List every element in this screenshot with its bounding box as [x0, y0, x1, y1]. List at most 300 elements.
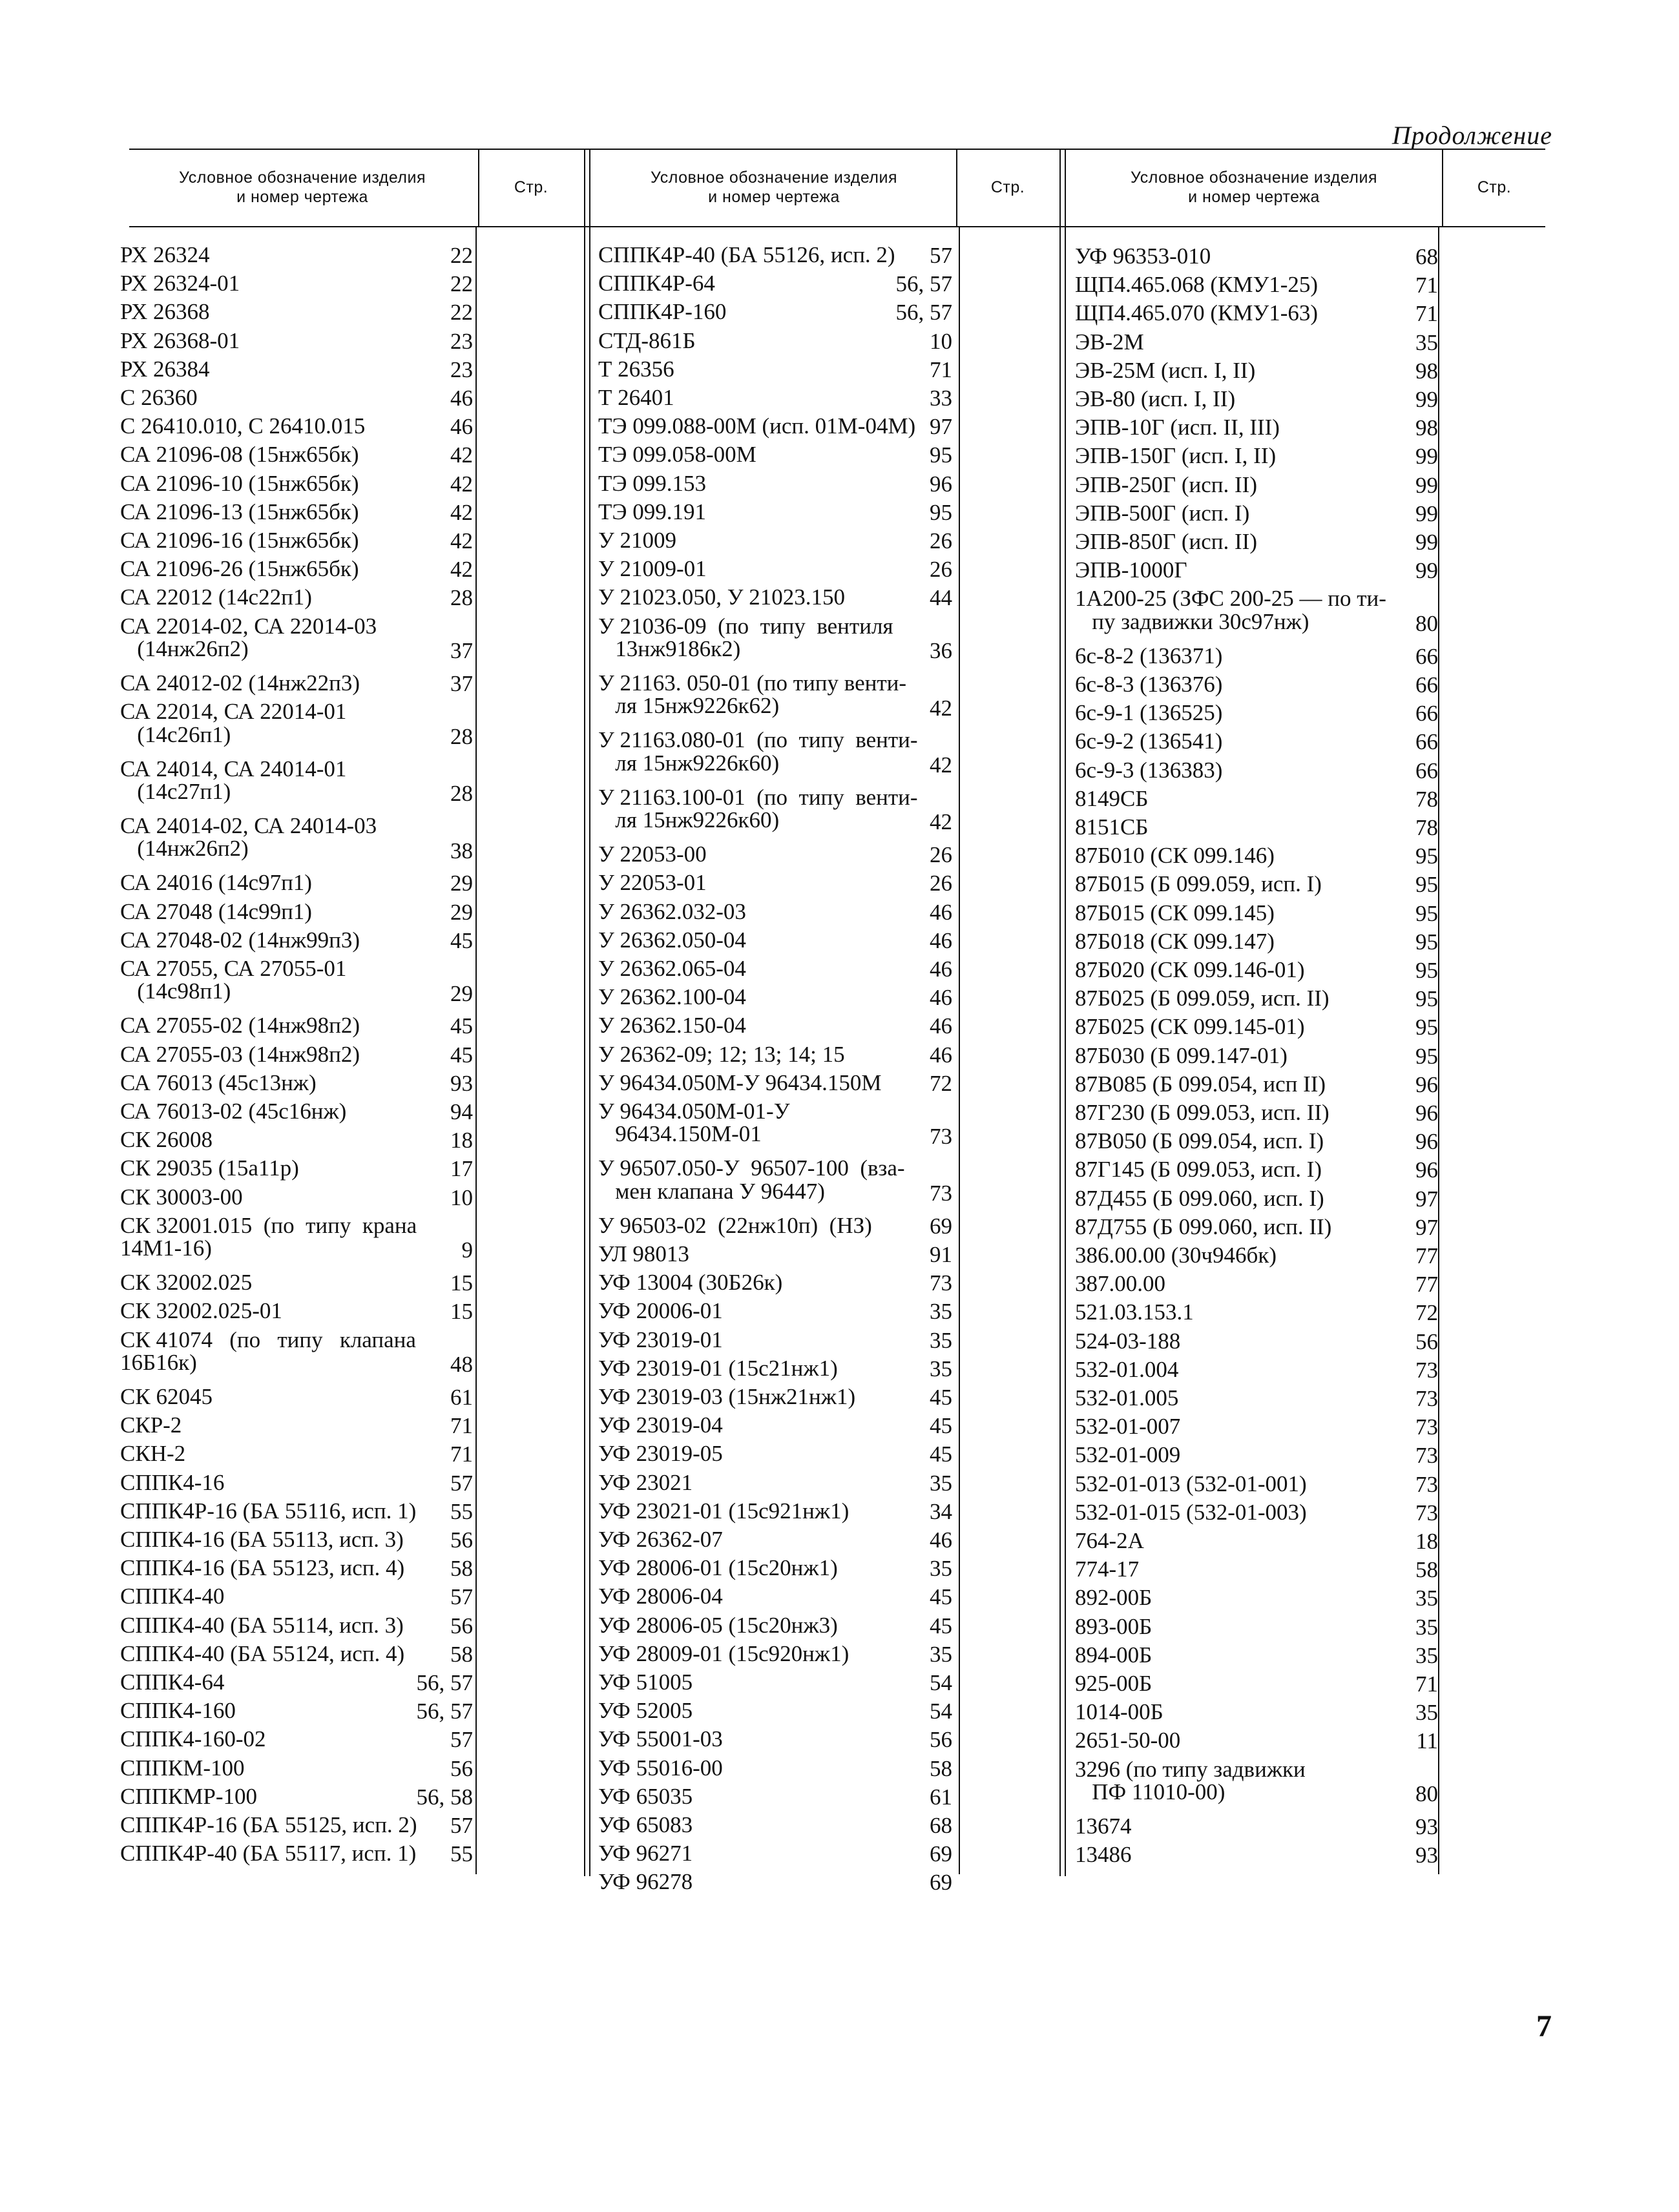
entry-designation: СППКМ-100 — [120, 1755, 245, 1781]
entry-designation: СК 62045 — [120, 1384, 213, 1409]
entry-designation: СППК4-16 — [120, 1469, 225, 1495]
entry-designation: СК 30003-00 — [120, 1184, 243, 1210]
entry-page: 98 — [1415, 415, 1438, 441]
entry-page: 56 — [450, 1755, 473, 1781]
entry-designation: У 21163.100-01 (по типу венти- ля 15нж9226к60) — [598, 784, 918, 833]
entry-designation: 87В050 (Б 099.054, исп. I) — [1075, 1128, 1324, 1154]
entry-designation: УФ 28006-04 — [598, 1584, 723, 1609]
entry-designation: 893-00Б — [1075, 1613, 1152, 1639]
entry-designation: СППК4Р-16 (БА 55125, исп. 2) — [120, 1812, 417, 1837]
entry-page: 57 — [450, 1813, 473, 1838]
entry-designation: У 26362.032-03 — [598, 898, 746, 924]
entry-designation: 87Д455 (Б 099.060, исп. I) — [1075, 1185, 1324, 1211]
entry-designation: СК 29035 (15а11р) — [120, 1155, 299, 1181]
entry-designation: СППК4-16 (БА 55123, исп. 4) — [120, 1555, 405, 1581]
entry-page: 66 — [1415, 701, 1438, 727]
entry-page: 73 — [1415, 1500, 1438, 1525]
entry-page: 73 — [1415, 1471, 1438, 1497]
entry-designation: ЭВ-80 (исп. I, II) — [1075, 386, 1236, 411]
entry-designation: 87Б015 (СК 099.145) — [1075, 900, 1275, 925]
entry-designation: УФ 23019-01 — [598, 1327, 723, 1352]
entry-designation: ЭПВ-850Г (исп. II) — [1075, 529, 1257, 554]
entry-page: 57 — [450, 1470, 473, 1496]
entry-designation: СА 24014, СА 24014-01 (14с27п1) — [120, 756, 347, 804]
entry-designation: РХ 26368 — [120, 299, 210, 325]
entry-page: 26 — [930, 871, 952, 896]
entry-page: 57 — [450, 1584, 473, 1610]
entry-page: 35 — [1415, 1642, 1438, 1668]
entry-page: 23 — [450, 328, 473, 354]
page-number: 7 — [1536, 2009, 1552, 2043]
entry-designation: СК 32002.025-01 — [120, 1298, 282, 1324]
entry-page: 95 — [1415, 958, 1438, 983]
entry-page: 11 — [1416, 1728, 1438, 1754]
entry-page: 99 — [1415, 501, 1438, 526]
entry-designation: 87В085 (Б 099.054, исп II) — [1075, 1071, 1326, 1097]
entry-page: 73 — [1415, 1443, 1438, 1469]
entry-page: 29 — [450, 899, 473, 925]
entry-designation: У 26362.150-04 — [598, 1013, 746, 1039]
entry-page: 45 — [930, 1584, 952, 1610]
continuation-label: Продолжение — [1392, 121, 1552, 150]
entry-designation: СА 21096-26 (15нж65бк) — [120, 556, 359, 582]
header-designation: Условное обозначение изделия и номер чертежа — [179, 169, 426, 206]
entry-designation: СК 41074 (по типу клапана 16Б16к) — [120, 1327, 416, 1375]
entry-page: 46 — [930, 985, 952, 1011]
entry-page: 95 — [1415, 1043, 1438, 1069]
entry-designation: СА 27055-02 (14нж98п2) — [120, 1013, 360, 1039]
entry-page: 45 — [930, 1442, 952, 1467]
entry-page: 35 — [930, 1327, 952, 1353]
entry-designation: 532-01.005 — [1075, 1385, 1179, 1411]
entry-designation: ЭВ-25М (исп. I, II) — [1075, 357, 1256, 383]
entry-designation: УФ 23021-01 (15с921нж1) — [598, 1498, 850, 1524]
entry-page: 96 — [1415, 1129, 1438, 1155]
entry-page: 72 — [930, 1070, 952, 1096]
entry-designation: УФ 28006-05 (15с20нж3) — [598, 1612, 838, 1638]
entry-page: 35 — [930, 1470, 952, 1496]
entry-page: 71 — [1415, 301, 1438, 327]
entry-page: 57 — [930, 243, 952, 268]
entry-page: 61 — [930, 1784, 952, 1810]
entry-designation: 892-00Б — [1075, 1585, 1152, 1611]
entry-designation: УФ 55016-00 — [598, 1755, 723, 1781]
entry-page: 33 — [930, 386, 952, 411]
entry-designation: Т 26356 — [598, 356, 674, 382]
entry-page: 46 — [930, 956, 952, 982]
entry-page: 93 — [1415, 1814, 1438, 1839]
entry-designation: УФ 55001-03 — [598, 1726, 723, 1752]
entry-designation: 13486 — [1075, 1842, 1132, 1868]
entry-page: 56, 58 — [416, 1784, 473, 1810]
entry-designation: 774-17 — [1075, 1556, 1140, 1582]
entry-designation: УФ 28006-01 (15с20нж1) — [598, 1555, 838, 1581]
entry-designation: 8151СБ — [1075, 814, 1149, 840]
entry-page: 15 — [450, 1299, 473, 1325]
entry-page: 99 — [1415, 530, 1438, 555]
entry-designation: СППКМР-100 — [120, 1783, 257, 1809]
entry-designation: СППК4Р-40 (БА 55117, исп. 1) — [120, 1841, 417, 1866]
entry-page: 54 — [930, 1699, 952, 1724]
entry-designation: СА 21096-08 (15нж65бк) — [120, 442, 359, 468]
entry-page: 95 — [1415, 986, 1438, 1012]
entry-designation: УФ 23021 — [598, 1469, 693, 1495]
entry-page: 55 — [450, 1841, 473, 1867]
entry-designation: ЭВ-2М — [1075, 329, 1144, 355]
entry-page: 58 — [930, 1755, 952, 1781]
entry-page: 71 — [1415, 273, 1438, 298]
entry-page: 66 — [1415, 758, 1438, 783]
column-double-rule — [584, 149, 590, 1876]
entry-page: 69 — [930, 1213, 952, 1239]
entry-page: 45 — [930, 1613, 952, 1638]
entry-page: 34 — [930, 1498, 952, 1524]
entry-designation: 925-00Б — [1075, 1671, 1152, 1696]
entry-designation: СА 27048-02 (14нж99п3) — [120, 927, 360, 953]
header-bottom-rule — [129, 226, 1545, 227]
entry-designation: СК 26008 — [120, 1127, 213, 1153]
entry-designation: УФ 65083 — [598, 1812, 693, 1837]
entry-designation: СППК4-40 (БА 55124, исп. 4) — [120, 1640, 405, 1666]
entry-designation: ТЭ 099.191 — [598, 499, 706, 524]
entry-designation: С 26410.010, С 26410.015 — [120, 413, 366, 439]
entry-page: 78 — [1415, 786, 1438, 812]
entry-designation: РХ 26324-01 — [120, 271, 240, 296]
entry-page: 46 — [930, 1527, 952, 1553]
entry-designation: Т 26401 — [598, 385, 674, 410]
entry-page: 66 — [1415, 672, 1438, 698]
entry-designation: СКН-2 — [120, 1441, 186, 1467]
entry-designation: СППК4-16 (БА 55113, исп. 3) — [120, 1527, 404, 1552]
column-double-rule — [1059, 149, 1066, 1876]
entry-page: 99 — [1415, 558, 1438, 584]
entry-page: 68 — [1415, 244, 1438, 269]
entry-designation: ЭПВ-250Г (исп. II) — [1075, 471, 1257, 497]
entry-designation: 524-03-188 — [1075, 1328, 1181, 1354]
entry-designation: СППК4Р-16 (БА 55116, исп. 1) — [120, 1498, 417, 1524]
entry-page: 10 — [450, 1184, 473, 1210]
entry-designation: ЩП4.465.070 (КМУ1-63) — [1075, 300, 1319, 326]
entry-designation: У 96434.050М-У 96434.150М — [598, 1070, 882, 1095]
entry-page: 95 — [1415, 843, 1438, 869]
entry-page: 68 — [930, 1813, 952, 1838]
entry-page: 28 — [450, 723, 473, 749]
entry-designation: С 26360 — [120, 385, 198, 410]
entry-page: 57 — [450, 1727, 473, 1753]
entry-page: 42 — [450, 528, 473, 553]
entry-designation: СА 27048 (14с99п1) — [120, 898, 312, 924]
entry-designation: 87Б010 (СК 099.146) — [1075, 843, 1275, 869]
entry-page: 96 — [930, 471, 952, 497]
entry-designation: УФ 23019-05 — [598, 1441, 723, 1467]
entry-page: 56, 57 — [895, 300, 952, 326]
entry-page: 42 — [450, 499, 473, 525]
entry-page: 99 — [1415, 444, 1438, 470]
entry-page: 56 — [1415, 1328, 1438, 1354]
entry-designation: СППК4-64 — [120, 1669, 225, 1695]
entry-page: 77 — [1415, 1243, 1438, 1268]
entry-designation: 87Б018 (СК 099.147) — [1075, 928, 1275, 954]
entry-designation: УФ 28009-01 (15с920нж1) — [598, 1640, 850, 1666]
entry-page: 35 — [1415, 1614, 1438, 1640]
header-top-rule — [129, 149, 1545, 150]
entry-designation: УФ 26362-07 — [598, 1527, 723, 1552]
entry-designation: 387.00.00 — [1075, 1271, 1165, 1297]
entry-designation: 6с-8-3 (136376) — [1075, 672, 1223, 697]
entry-page: 73 — [930, 1270, 952, 1296]
entry-designation: 532-01-013 (532-01-001) — [1075, 1471, 1307, 1496]
entry-page: 44 — [930, 585, 952, 611]
entry-designation: 87Б025 (Б 099.059, исп. II) — [1075, 986, 1330, 1011]
entry-page: 55 — [450, 1498, 473, 1524]
entry-page: 58 — [450, 1641, 473, 1667]
entry-page: 71 — [450, 1413, 473, 1439]
entry-page: 95 — [1415, 900, 1438, 926]
entry-page: 48 — [450, 1352, 473, 1378]
entry-designation: 764-2А — [1075, 1528, 1144, 1553]
entry-designation: УФ 96271 — [598, 1841, 693, 1866]
entry-page: 71 — [1415, 1671, 1438, 1697]
entry-designation: УЛ 98013 — [598, 1241, 689, 1266]
entry-page: 38 — [450, 838, 473, 863]
entry-designation: 6с-9-3 (136383) — [1075, 757, 1223, 783]
entry-page: 26 — [930, 528, 952, 553]
entry-designation: УФ 65035 — [598, 1783, 693, 1809]
entry-page: 56, 57 — [895, 271, 952, 297]
entry-designation: 87Б030 (Б 099.147-01) — [1075, 1042, 1288, 1068]
header-designation: Условное обозначение изделия и номер чертежа — [651, 169, 897, 206]
entry-designation: 87Г145 (Б 099.053, исп. I) — [1075, 1157, 1322, 1183]
entry-designation: СППК4Р-160 — [598, 299, 727, 325]
entry-designation: У 21023.050, У 21023.150 — [598, 584, 846, 610]
entry-page: 26 — [930, 557, 952, 583]
entry-page: 42 — [450, 471, 473, 497]
entry-page: 56 — [450, 1613, 473, 1638]
entry-page: 95 — [1415, 929, 1438, 955]
entry-page: 56, 57 — [416, 1699, 473, 1724]
entry-page: 99 — [1415, 387, 1438, 412]
entry-page: 37 — [450, 671, 473, 696]
entry-designation: 6с-9-2 (136541) — [1075, 729, 1223, 754]
entry-designation: СППК4-40 — [120, 1584, 225, 1609]
entry-designation: РХ 26368-01 — [120, 327, 240, 353]
entry-page: 56, 57 — [416, 1670, 473, 1695]
entry-page: 35 — [930, 1299, 952, 1325]
entry-page: 9 — [461, 1237, 473, 1263]
entry-designation: ТЭ 099.153 — [598, 470, 706, 496]
entry-designation: 87Г230 (Б 099.053, исп. II) — [1075, 1100, 1330, 1125]
entry-designation: ТЭ 099.088-00М (исп. 01М-04М) — [598, 413, 916, 439]
entry-designation: 894-00Б — [1075, 1642, 1152, 1668]
entry-designation: СА 24012-02 (14нж22п3) — [120, 670, 360, 696]
entry-page: 42 — [930, 809, 952, 835]
entry-page: 28 — [450, 781, 473, 807]
entry-designation: 532-01-009 — [1075, 1442, 1181, 1468]
entry-designation: У 96434.050М-01-У 96434.150М-01 — [598, 1099, 790, 1147]
entry-designation: СППК4Р-40 (БА 55126, исп. 2) — [598, 242, 895, 267]
entry-designation: 3296 (по типу задвижки ПФ 11010-00) — [1075, 1756, 1306, 1804]
entry-page: 72 — [1415, 1300, 1438, 1326]
entry-page: 58 — [450, 1556, 473, 1582]
entry-page: 45 — [930, 1413, 952, 1439]
entry-page: 29 — [450, 871, 473, 896]
entry-designation: 532-01-015 (532-01-003) — [1075, 1499, 1307, 1525]
header-designation: Условное обозначение изделия и номер чертежа — [1131, 169, 1377, 206]
entry-page: 35 — [1415, 1700, 1438, 1726]
entry-designation: У 21163.080-01 (по типу венти- ля 15нж9226к60) — [598, 727, 918, 776]
entry-designation: СППК4-160 — [120, 1698, 236, 1724]
entry-page: 97 — [1415, 1186, 1438, 1212]
entry-page: 73 — [1415, 1386, 1438, 1411]
entry-page: 54 — [930, 1670, 952, 1695]
entry-page: 77 — [1415, 1272, 1438, 1297]
entry-designation: ЩП4.465.068 (КМУ1-25) — [1075, 272, 1319, 298]
entry-designation: СТД-861Б — [598, 327, 696, 353]
entry-designation: ЭПВ-500Г (исп. I) — [1075, 500, 1250, 526]
entry-designation: СА 27055, СА 27055-01 (14с98п1) — [120, 956, 347, 1004]
entry-page: 95 — [1415, 872, 1438, 898]
entry-page: 26 — [930, 842, 952, 868]
entry-designation: СА 22014-02, СА 22014-03 (14нж26п2) — [120, 613, 377, 661]
entry-designation: СППК4-40 (БА 55114, исп. 3) — [120, 1612, 404, 1638]
entry-page: 46 — [930, 927, 952, 953]
entry-page: 15 — [450, 1270, 473, 1296]
entry-designation: 87Б015 (Б 099.059, исп. I) — [1075, 871, 1322, 897]
entry-designation: СА 21096-13 (15нж65бк) — [120, 499, 359, 524]
entry-page: 46 — [450, 414, 473, 440]
entry-designation: СА 76013-02 (45с16нж) — [120, 1099, 347, 1124]
entry-designation: У 22053-01 — [598, 870, 707, 896]
entry-designation: ЭПВ-10Г (исп. II, III) — [1075, 415, 1280, 440]
entry-page: 78 — [1415, 815, 1438, 840]
entry-designation: У 21036-09 (по типу вентиля 13нж9186к2) — [598, 613, 893, 661]
entry-page: 23 — [450, 357, 473, 382]
entry-designation: СК 32001.015 (по типу крана 14М1-16) — [120, 1212, 417, 1261]
entry-designation: СА 76013 (45с13нж) — [120, 1070, 317, 1095]
entry-designation: 521.03.153.1 — [1075, 1299, 1194, 1325]
entry-page: 35 — [930, 1641, 952, 1667]
entry-designation: СА 27055-03 (14нж98п2) — [120, 1041, 360, 1067]
entry-page: 29 — [450, 980, 473, 1006]
entry-page: 46 — [930, 899, 952, 925]
entry-page: 96 — [1415, 1101, 1438, 1126]
header-page: Стр. — [1477, 178, 1512, 196]
entry-page: 73 — [1415, 1357, 1438, 1383]
entry-page: 56 — [450, 1527, 473, 1553]
entry-designation: СА 22014, СА 22014-01 (14с26п1) — [120, 699, 347, 747]
entry-page: 58 — [1415, 1557, 1438, 1583]
entry-page: 73 — [930, 1180, 952, 1206]
entry-designation: 6с-9-1 (136525) — [1075, 700, 1223, 726]
entry-designation: У 21009-01 — [598, 556, 707, 582]
entry-designation: У 22053-00 — [598, 842, 707, 867]
entry-page: 42 — [450, 557, 473, 583]
entry-page: 35 — [930, 1356, 952, 1381]
entry-designation: ЭПВ-150Г (исп. I, II) — [1075, 443, 1277, 469]
entry-designation: УФ 13004 (30Б26к) — [598, 1270, 783, 1296]
entry-designation: У 21163. 050-01 (по типу венти- ля 15нж9226к62) — [598, 670, 907, 719]
entry-designation: 87Д755 (Б 099.060, исп. II) — [1075, 1214, 1332, 1239]
entry-designation: СППК4Р-64 — [598, 271, 715, 296]
entry-designation: 8149СБ — [1075, 785, 1149, 811]
entry-designation: СА 22012 (14с22п1) — [120, 584, 312, 610]
entry-page: 35 — [1415, 1586, 1438, 1611]
entry-designation: 2651-50-00 — [1075, 1728, 1181, 1753]
entry-designation: ТЭ 099.058-00М — [598, 442, 756, 468]
entry-designation: УФ 52005 — [598, 1698, 693, 1724]
entry-page: 73 — [930, 1123, 952, 1149]
header-page: Стр. — [990, 178, 1025, 196]
entry-designation: СА 24014-02, СА 24014-03 (14нж26п2) — [120, 813, 377, 862]
entry-page: 95 — [930, 499, 952, 525]
entry-designation: УФ 23019-01 (15с21нж1) — [598, 1355, 838, 1381]
entry-page: 61 — [450, 1385, 473, 1410]
entry-page: 46 — [930, 1013, 952, 1039]
entry-page: 45 — [930, 1385, 952, 1410]
entry-designation: У 96507.050-У 96507-100 (вза- мен клапана У 96447) — [598, 1155, 905, 1204]
entry-designation: РХ 26384 — [120, 356, 210, 382]
entry-designation: СППК4-160-02 — [120, 1726, 266, 1752]
page-column-rule — [959, 227, 960, 1874]
entry-page: 91 — [930, 1242, 952, 1267]
entry-page: 66 — [1415, 643, 1438, 669]
entry-page: 18 — [1415, 1529, 1438, 1554]
entry-designation: У 96503-02 (22нж10п) (НЗ) — [598, 1212, 872, 1238]
entry-designation: СК 32002.025 — [120, 1270, 253, 1296]
entry-designation: РХ 26324 — [120, 242, 210, 267]
header-page: Стр. — [514, 178, 548, 196]
entry-page: 42 — [930, 695, 952, 721]
entry-designation: 87Б025 (СК 099.145-01) — [1075, 1014, 1305, 1040]
entry-page: 45 — [450, 1013, 473, 1039]
entry-page: 98 — [1415, 358, 1438, 384]
entry-designation: У 26362.065-04 — [598, 956, 746, 981]
entry-designation: У 26362.050-04 — [598, 927, 746, 953]
entry-page: 73 — [1415, 1414, 1438, 1440]
entry-page: 94 — [450, 1099, 473, 1124]
entry-page: 45 — [450, 927, 473, 953]
entry-page: 69 — [930, 1841, 952, 1867]
entry-page: 95 — [930, 442, 952, 468]
entry-page: 35 — [930, 1556, 952, 1582]
entry-page: 93 — [450, 1070, 473, 1096]
entry-designation: 13674 — [1075, 1814, 1132, 1839]
entry-designation: 87Б020 (СК 099.146-01) — [1075, 957, 1305, 982]
entry-page: 45 — [450, 1042, 473, 1068]
entry-page: 22 — [450, 243, 473, 268]
entry-page: 71 — [930, 357, 952, 382]
entry-page: 28 — [450, 585, 473, 611]
entry-page: 96 — [1415, 1157, 1438, 1183]
entry-page: 93 — [1415, 1843, 1438, 1868]
entry-page: 80 — [1415, 1781, 1438, 1807]
entry-page: 66 — [1415, 729, 1438, 755]
entry-designation: СА 24016 (14с97п1) — [120, 870, 312, 896]
entry-page: 42 — [450, 442, 473, 468]
entry-page: 36 — [930, 638, 952, 664]
entry-designation: У 26362.100-04 — [598, 984, 746, 1010]
entry-page: 37 — [450, 638, 473, 664]
entry-page: 17 — [450, 1156, 473, 1182]
entry-page: 95 — [1415, 1015, 1438, 1040]
entry-page: 71 — [450, 1442, 473, 1467]
entry-page: 96 — [1415, 1071, 1438, 1097]
entry-page: 18 — [450, 1128, 473, 1153]
entry-designation: У 26362-09; 12; 13; 14; 15 — [598, 1041, 845, 1067]
entry-page: 97 — [1415, 1214, 1438, 1240]
entry-designation: УФ 96353-010 — [1075, 243, 1211, 269]
entry-page: 80 — [1415, 610, 1438, 636]
